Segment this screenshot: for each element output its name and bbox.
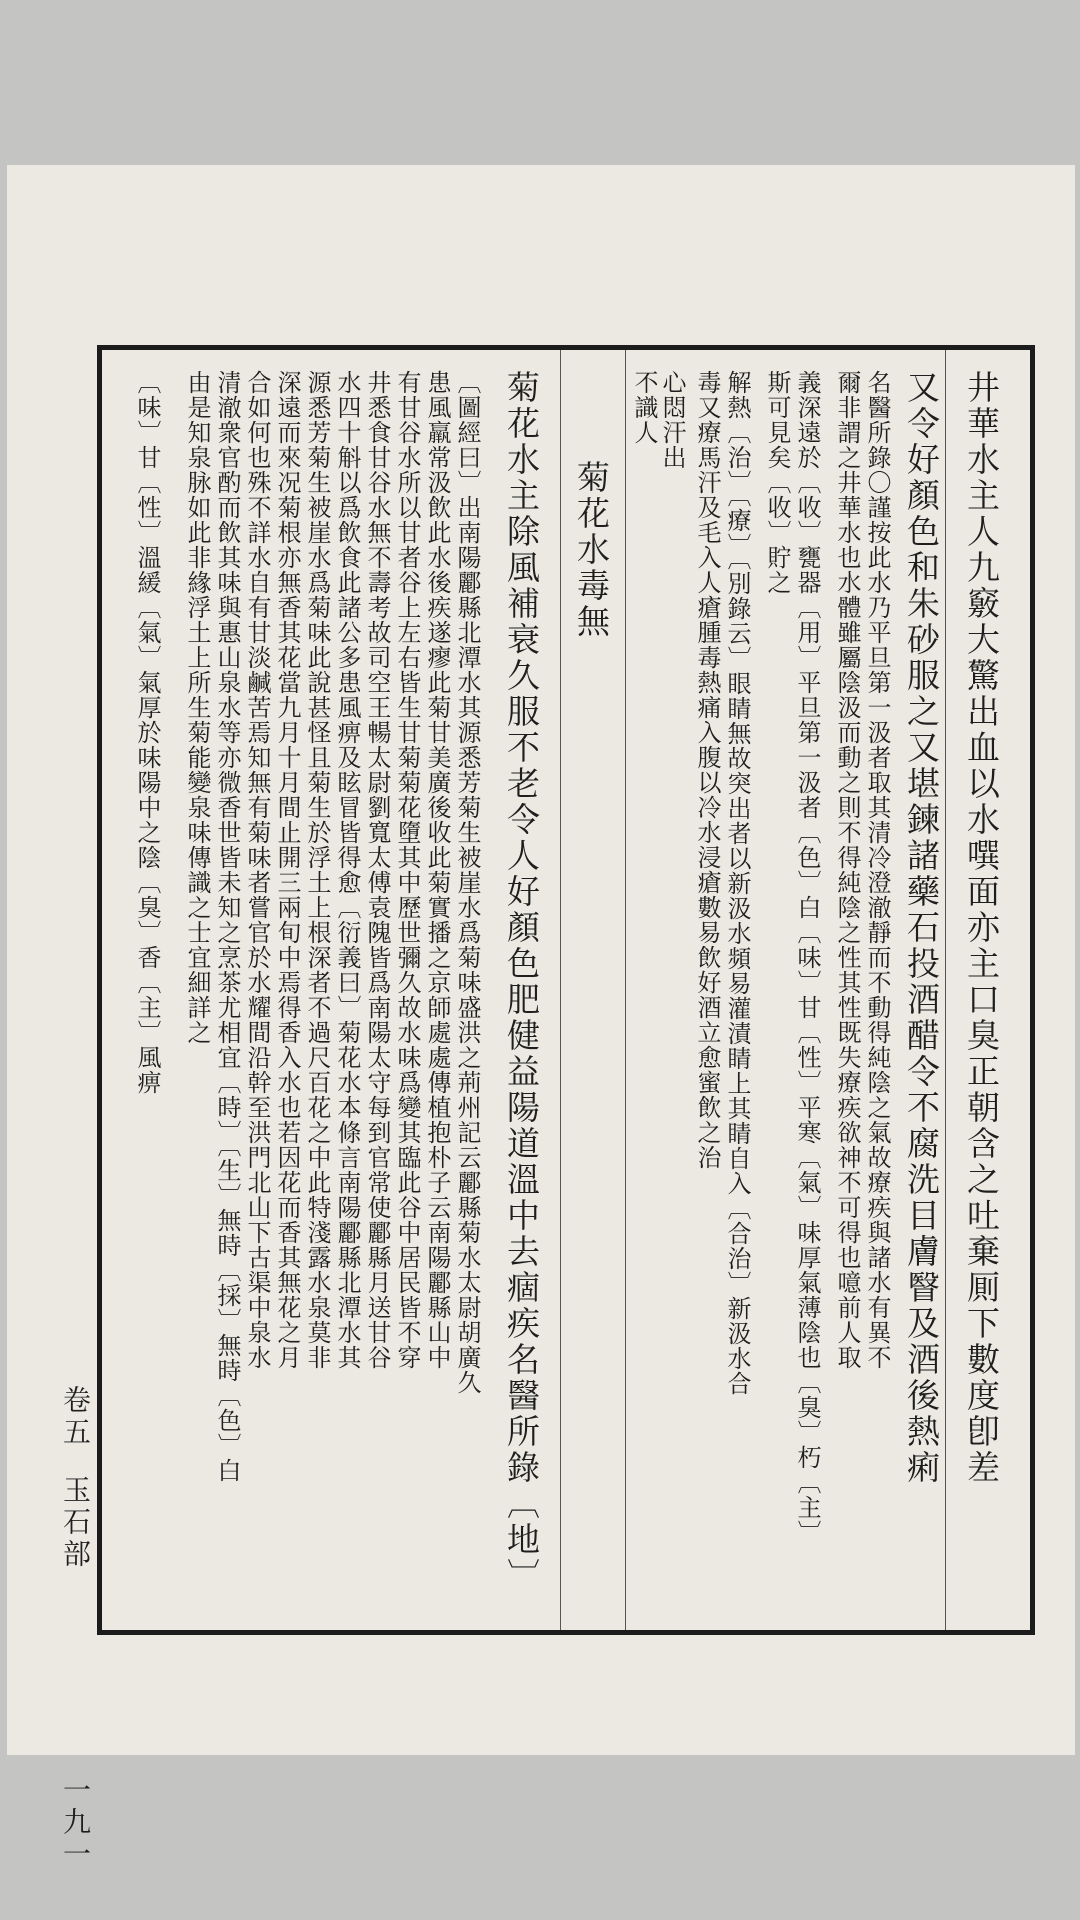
chapter-label: 卷五 — [59, 1385, 92, 1449]
text-column: 又令好顏色和朱砂服之又堪鍊諸藥石投酒醋令不腐洗目膚瞖及酒後熱痢 — [902, 370, 941, 1486]
annotation-column: 深遠而來况菊根亦無香其花當九月十月間止開三兩旬中焉得香入水也若因花而香其無花之月 — [273, 370, 301, 1370]
annotation-column: 〔味〕甘〔性〕溫緩〔氣〕氣厚於味陽中之陰〔臭〕香〔主〕風痹 — [133, 370, 161, 1095]
page-number: 一九一 — [59, 1775, 92, 1871]
annotation-column: 井悉食甘谷水無不壽考故司空王暢太尉劉寬太傅袁隗皆爲南陽太守每到官常使酈縣月送甘谷 — [363, 370, 391, 1370]
text-column: 井華水主人九竅大驚出血以水噀面亦主口臭正朝含之吐棄厠下數度卽差 — [962, 370, 1001, 1486]
annotation-column: 義深遠於〔收〕甕器〔用〕平旦第一汲者〔色〕白〔味〕甘〔性〕平寒〔氣〕味厚氣薄陰也〔臭〕朽〔主〕 — [793, 370, 821, 1545]
column-divider — [625, 350, 626, 1630]
annotation-column: 〔圖經曰〕出南陽酈縣北潭水其源悉芳菊生被崖水爲菊味盛洪之荊州記云酈縣菊水太尉胡廣久 — [453, 370, 481, 1395]
annotation-column: 毒又療馬汗及毛入人瘡腫毒熱痛入腹以冷水浸瘡數易飲好酒立愈蜜飲之治 — [693, 370, 721, 1170]
annotation-column: 爾非謂之井華水也水體雖屬陰汲而動之則不得純陰之性其性既失療疾欲神不可得也噫前人取 — [833, 370, 861, 1370]
annotation-column: 不識人 — [630, 370, 658, 445]
annotation-column: 名醫所錄〇謹按此水乃平旦第一汲者取其清冷澄澈靜而不動得純陰之氣故療疾與諸水有異不 — [863, 370, 891, 1370]
annotation-column: 清澈衆官酌而飲其味與惠山泉水等亦微香世皆未知之烹茶尤相宜〔時〕〔生〕無時〔採〕無時〔色〕白 — [213, 370, 241, 1483]
annotation-column: 由是知泉脉如此非緣浮土上所生菊能變泉味傳識之士宜細詳之 — [183, 370, 211, 1045]
section-label: 玉石部 — [59, 1475, 92, 1571]
column-divider — [560, 350, 561, 1630]
annotation-column: 源悉芳菊生被崖水爲菊味此說甚怪且菊生於浮土上根深者不過尺百花之中此特淺露水泉莫非 — [303, 370, 331, 1370]
annotation-column: 患風羸常汲飲此水後疾遂瘳此菊甘美廣後收此菊實播之京師處處傳植抱朴子云南陽酈縣山中 — [423, 370, 451, 1370]
annotation-column: 解熱〔治〕〔療〕〔別錄云〕眼睛無故突出者以新汲水頻易灌漬睛上其睛自入〔合治〕新汲水合 — [723, 370, 751, 1396]
annotation-column: 有甘谷水所以甘者谷上左右皆生甘菊菊花墮其中歷世彌久故水味爲變其臨此谷中居民皆不穿 — [393, 370, 421, 1370]
annotation-column: 心悶汗出 — [658, 370, 686, 470]
text-column: 菊花水主除風補衰久服不老令人好顏色肥健益陽道溫中去痼疾名醫所錄〔地〕 — [502, 370, 541, 1594]
column-divider — [945, 350, 946, 1630]
annotation-column: 斯可見矣〔收〕貯之 — [763, 370, 791, 595]
annotation-column: 合如何也殊不詳水自有甘淡鹹苦焉知無有菊味者嘗官於水耀間沿幹至洪門北山下古渠中泉水 — [243, 370, 271, 1370]
entry-heading: 菊花水毒無 — [572, 460, 611, 640]
annotation-column: 水四十斛以爲飲食此諸公多患風痹及眩冒皆得愈〔衍義曰〕菊花水本條言南陽酈縣北潭水其 — [333, 370, 361, 1370]
